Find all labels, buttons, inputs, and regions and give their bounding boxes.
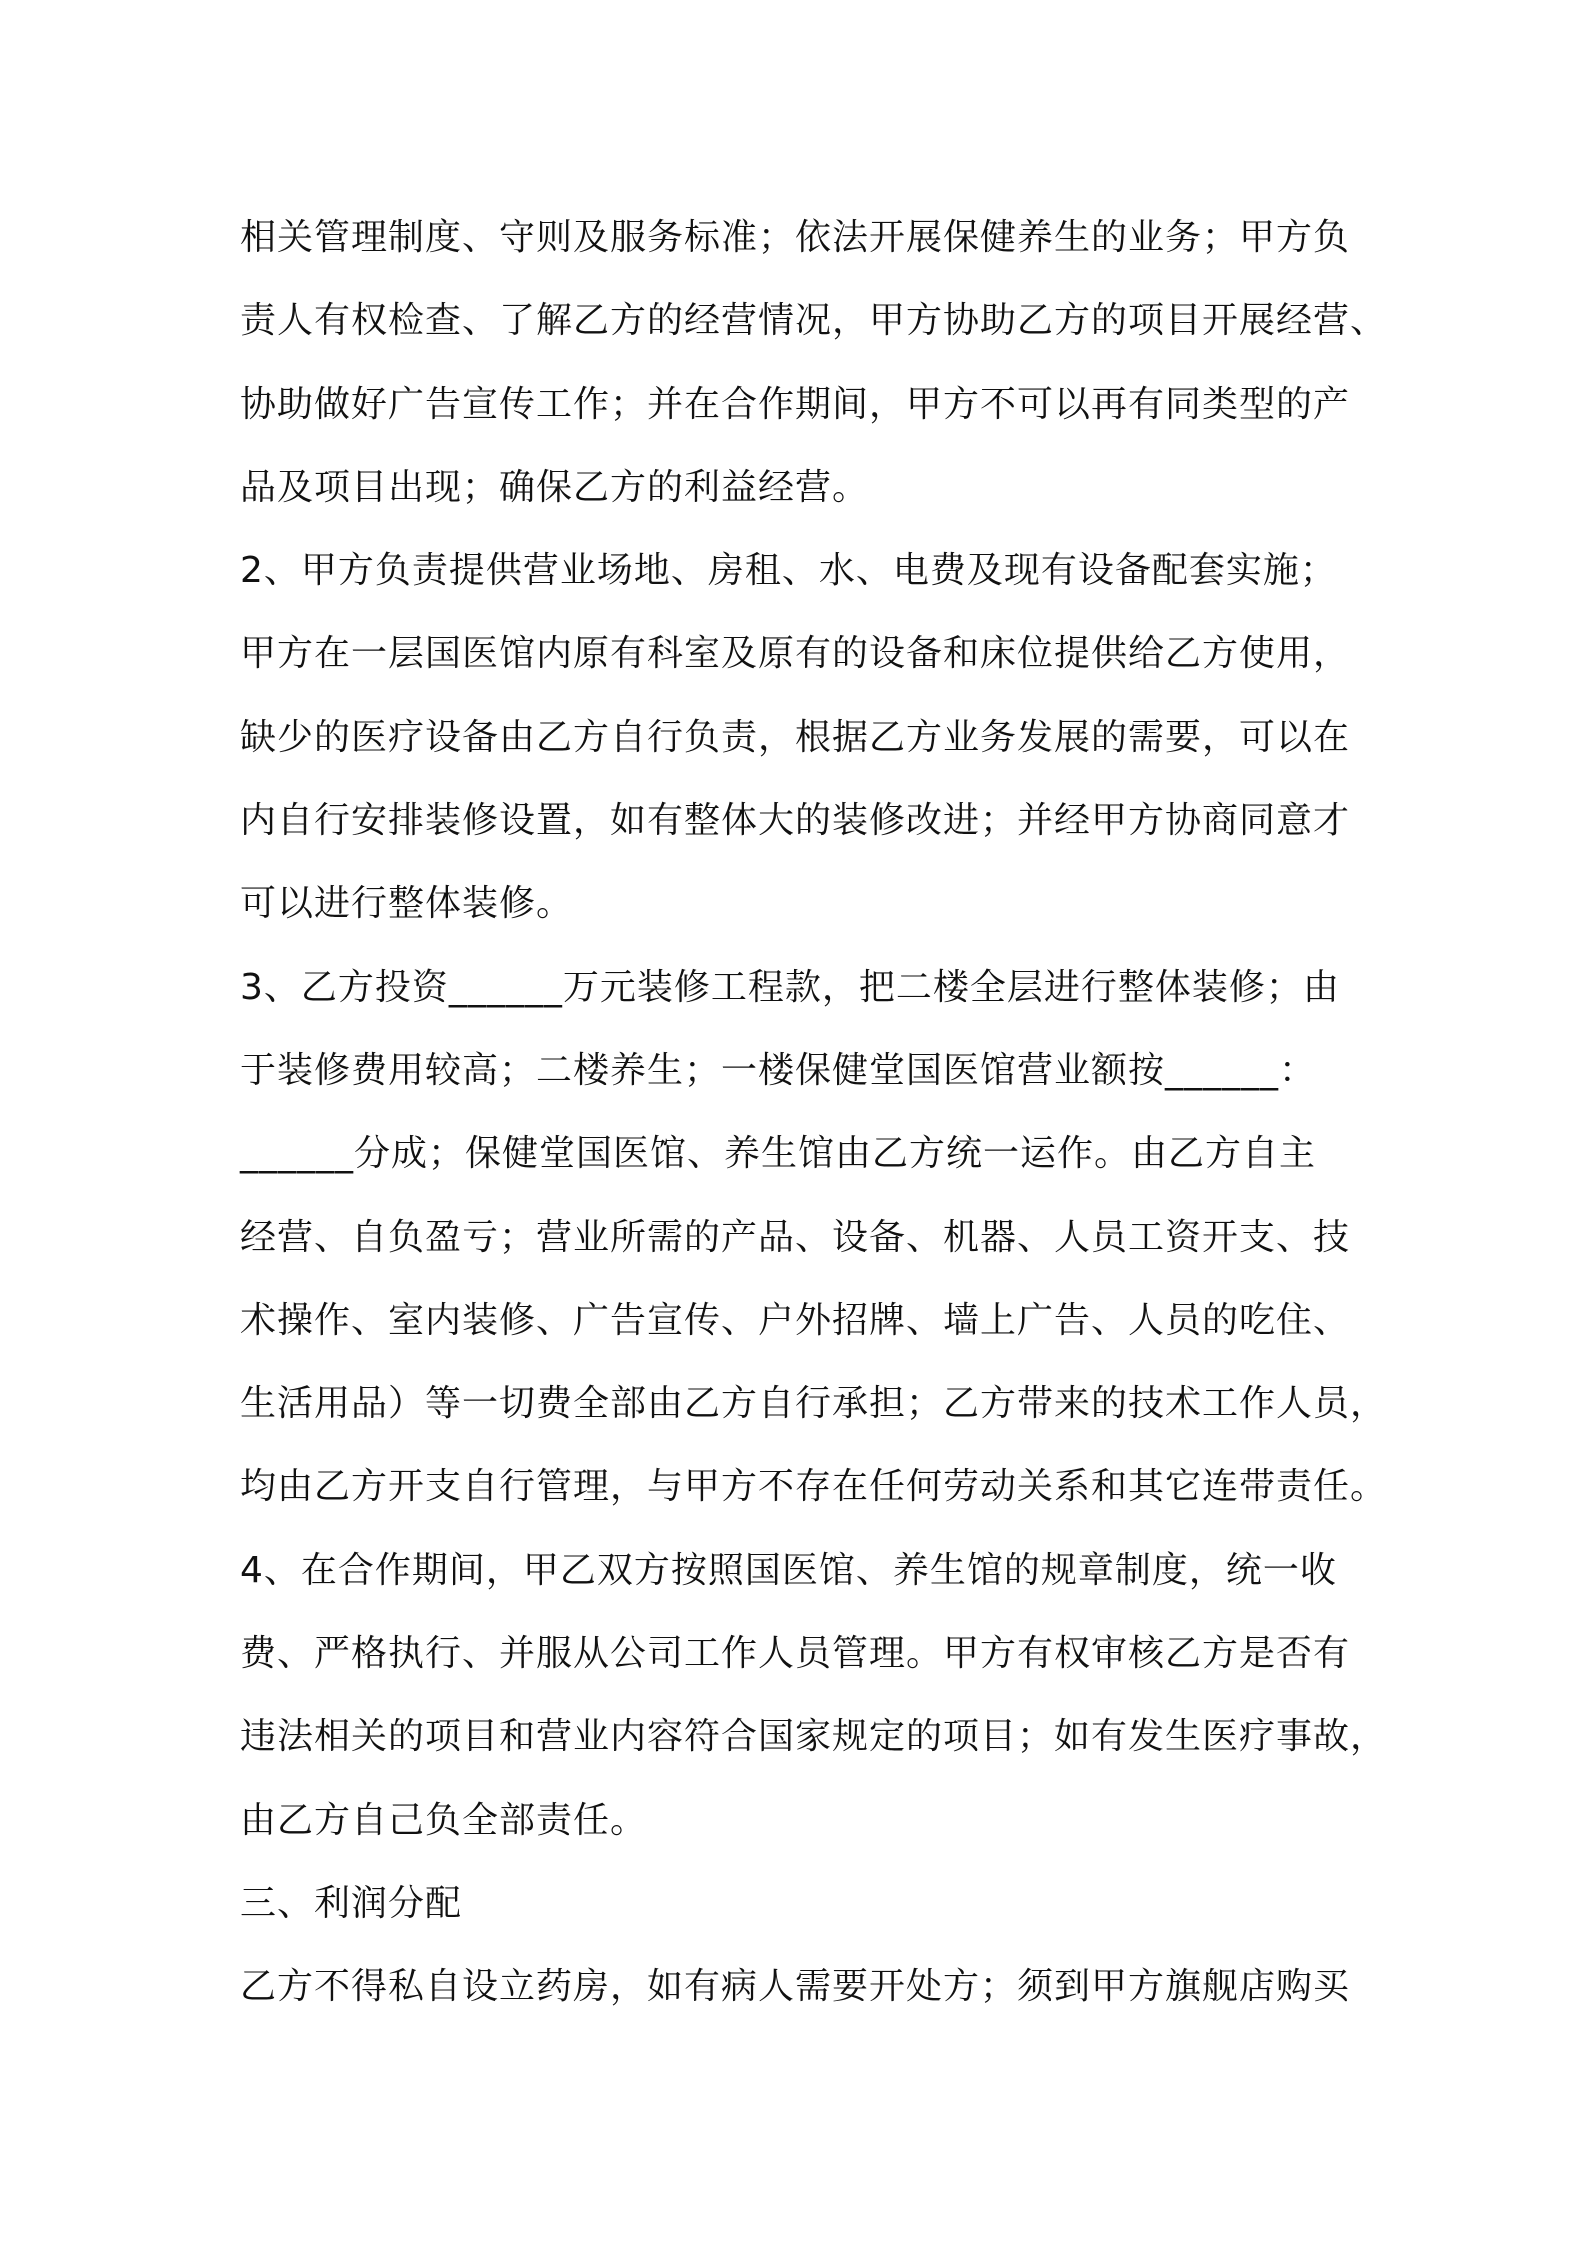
text-line: 经营、自负盈亏；营业所需的产品、设备、机器、人员工资开支、技 [240,1216,1351,1258]
text-line: 生活用品）等一切费全部由乙方自行承担；乙方带来的技术工作人员， [240,1383,1388,1425]
text-line: 可以进行整体装修。 [240,883,574,925]
document-body [240,196,1390,2029]
text-line: ______分成；保健堂国医馆、养生馆由乙方统一运作。由乙方自主 [240,1133,1317,1175]
text-line: 于装修费用较高；二楼养生；一楼保健堂国医馆营业额按______： [240,1049,1317,1091]
text-line: 费、严格执行、并服从公司工作人员管理。甲方有权审核乙方是否有 [240,1633,1351,1675]
text-line: 内自行安排装修设置，如有整体大的装修改进；并经甲方协商同意才 [240,800,1351,842]
text-line: 责人有权检查、了解乙方的经营情况，甲方协助乙方的项目开展经营、 [240,300,1388,342]
clause-3-line: 3、乙方投资______万元装修工程款，把二楼全层进行整体装修；由 [240,966,1340,1008]
text-line: 乙方不得私自设立药房，如有病人需要开处方；须到甲方旗舰店购买 [240,1966,1351,2008]
text-line: 品及项目出现；确保乙方的利益经营。 [240,466,870,508]
text-line: 协助做好广告宣传工作；并在合作期间，甲方不可以再有同类型的产 [240,383,1351,425]
text-line: 均由乙方开支自行管理，与甲方不存在任何劳动关系和其它连带责任。 [240,1466,1388,1508]
text-line: 术操作、室内装修、广告宣传、户外招牌、墙上广告、人员的吃住、 [240,1299,1351,1341]
text-line: 相关管理制度、守则及服务标准；依法开展保健养生的业务；甲方负 [240,217,1351,258]
text-line: 甲方在一层国医馆内原有科室及原有的设备和床位提供给乙方使用， [240,633,1351,675]
clause-4-line: 4、在合作期间，甲乙双方按照国医馆、养生馆的规章制度，统一收 [240,1549,1337,1591]
text-line: 缺少的医疗设备由乙方自行负责，根据乙方业务发展的需要，可以在 [240,716,1351,758]
clause-2-line: 2、甲方负责提供营业场地、房租、水、电费及现有设备配套实施； [240,550,1337,592]
text-line: 由乙方自己负全部责任。 [240,1799,648,1841]
section-heading-profit-distribution: 三、利润分配 [240,1882,463,1924]
text-line: 违法相关的项目和营业内容符合国家规定的项目；如有发生医疗事故， [240,1716,1388,1758]
